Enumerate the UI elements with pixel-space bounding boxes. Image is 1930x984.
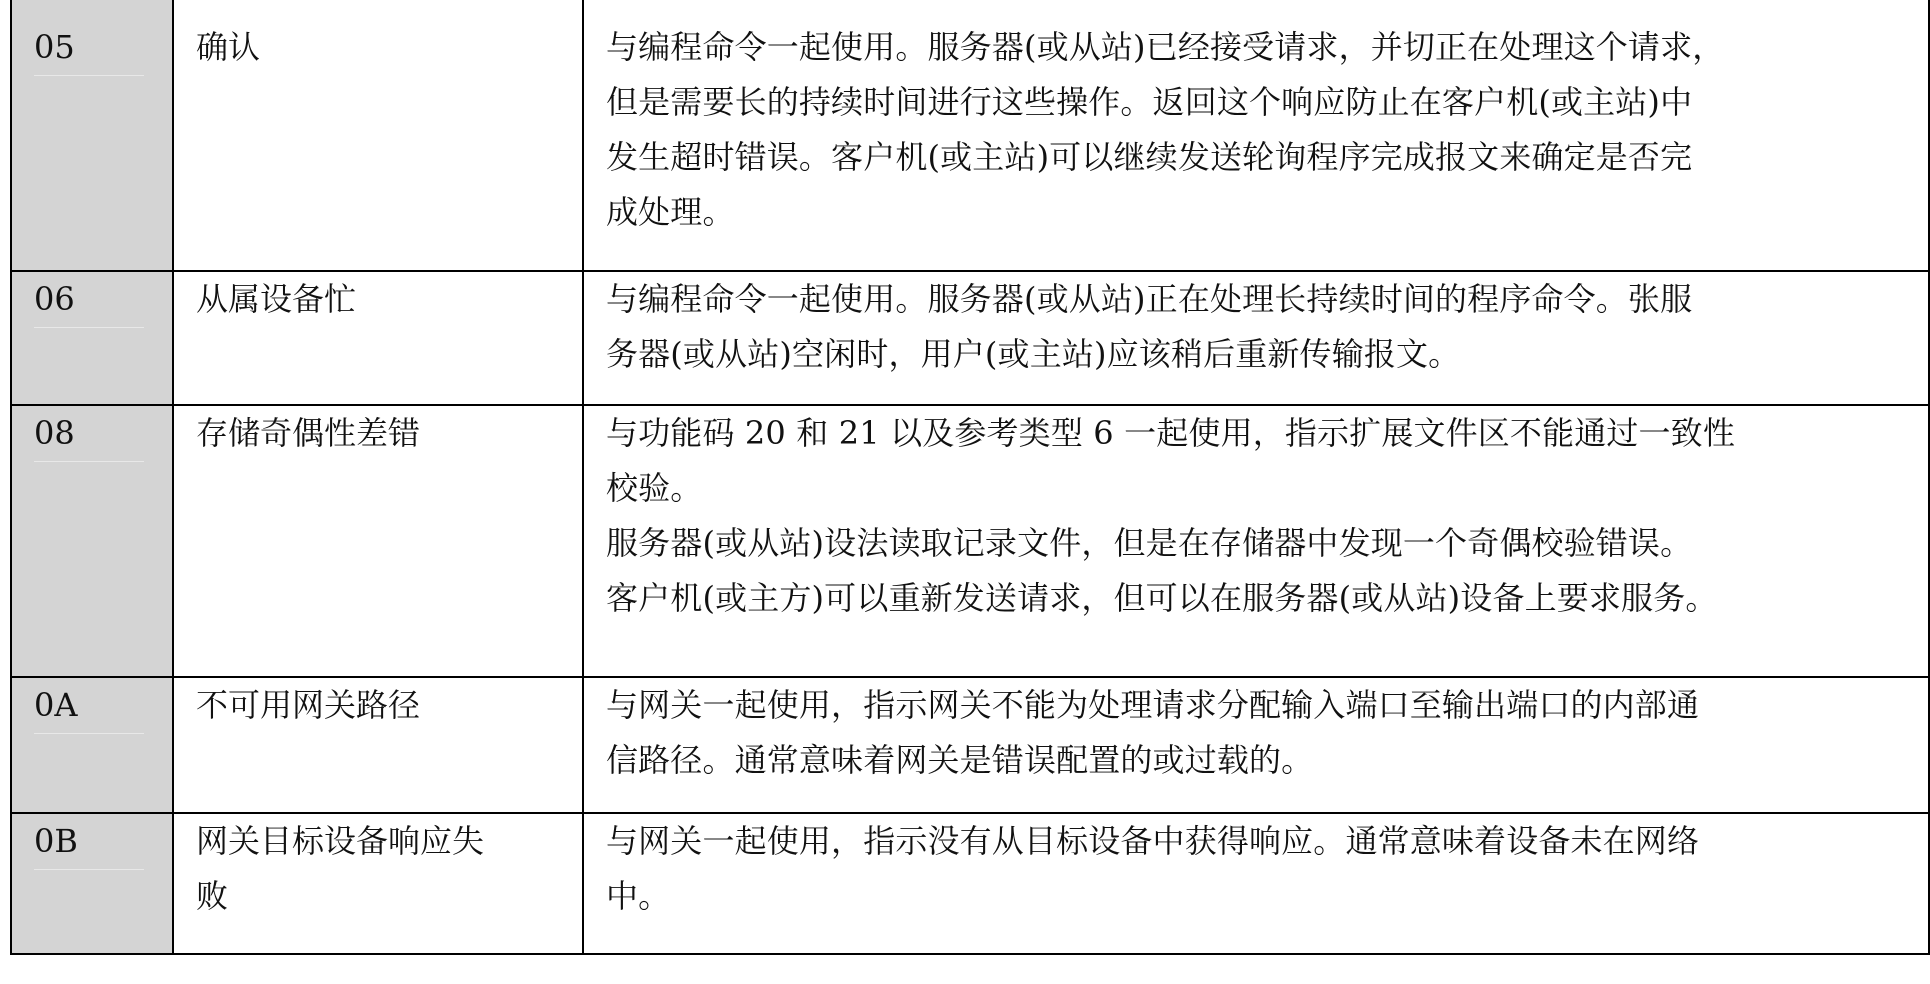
code-cell — [11, 405, 173, 677]
exception-name: 存储奇偶性差错 — [196, 414, 421, 452]
table-row — [11, 813, 1929, 954]
code-cell — [11, 271, 173, 405]
exception-name: 不可用网关路径 — [196, 686, 421, 724]
description-line: 成处理。 — [606, 193, 735, 231]
code-cell — [11, 813, 173, 954]
description-line: 服务器(或从站)设法读取记录文件，但是在存储器中发现一个奇偶校验错误。 — [606, 524, 1693, 562]
description-line: 与编程命令一起使用。服务器(或从站)正在处理长持续时间的程序命令。张服 — [606, 280, 1693, 318]
description-line: 与网关一起使用，指示网关不能为处理请求分配输入端口至输出端口的内部通 — [606, 686, 1700, 724]
exception-code: 05 — [34, 20, 144, 76]
exception-name: 网关目标设备响应失 — [196, 822, 485, 860]
table-row — [11, 0, 1929, 271]
table-row — [11, 271, 1929, 405]
description-cell — [583, 677, 1929, 813]
exception-code-table-page — [10, 0, 1928, 984]
description-line: 信路径。通常意味着网关是错误配置的或过载的。 — [606, 741, 1314, 779]
description-cell — [583, 0, 1929, 271]
description-cell — [583, 405, 1929, 677]
description-line: 与编程命令一起使用。服务器(或从站)已经接受请求，并切正在处理这个请求， — [606, 28, 1725, 66]
name-cell — [173, 405, 583, 677]
exception-code: 06 — [34, 272, 144, 328]
table-row — [11, 677, 1929, 813]
column-divider-top — [172, 0, 174, 24]
table-row — [11, 405, 1929, 677]
description-cell — [583, 813, 1929, 954]
description-line: 与功能码 20 和 21 以及参考类型 6 一起使用，指示扩展文件区不能通过一致性 — [606, 414, 1735, 452]
code-cell — [11, 0, 173, 271]
name-cell — [173, 0, 583, 271]
exception-name: 败 — [196, 877, 229, 915]
description-cell — [583, 271, 1929, 405]
exception-code: 0B — [34, 814, 144, 870]
description-line: 客户机(或主方)可以重新发送请求，但可以在服务器(或从站)设备上要求服务。 — [606, 579, 1718, 617]
exception-code: 08 — [34, 406, 144, 462]
description-line: 与网关一起使用，指示没有从目标设备中获得响应。通常意味着设备未在网络 — [606, 822, 1700, 860]
name-cell — [173, 813, 583, 954]
description-line: 但是需要长的持续时间进行这些操作。返回这个响应防止在客户机(或主站)中 — [606, 83, 1693, 121]
exception-code-table — [10, 0, 1930, 955]
description-line: 务器(或从站)空闲时，用户(或主站)应该稍后重新传输报文。 — [606, 335, 1461, 373]
description-line: 发生超时错误。客户机(或主站)可以继续发送轮询程序完成报文来确定是否完 — [606, 138, 1693, 176]
code-cell — [11, 677, 173, 813]
column-divider-top — [582, 0, 584, 24]
name-cell — [173, 677, 583, 813]
name-cell — [173, 271, 583, 405]
description-line: 校验。 — [606, 469, 703, 507]
exception-name: 确认 — [196, 28, 261, 66]
description-line: 中。 — [606, 877, 671, 915]
exception-name: 从属设备忙 — [196, 280, 357, 318]
exception-code: 0A — [34, 678, 144, 734]
